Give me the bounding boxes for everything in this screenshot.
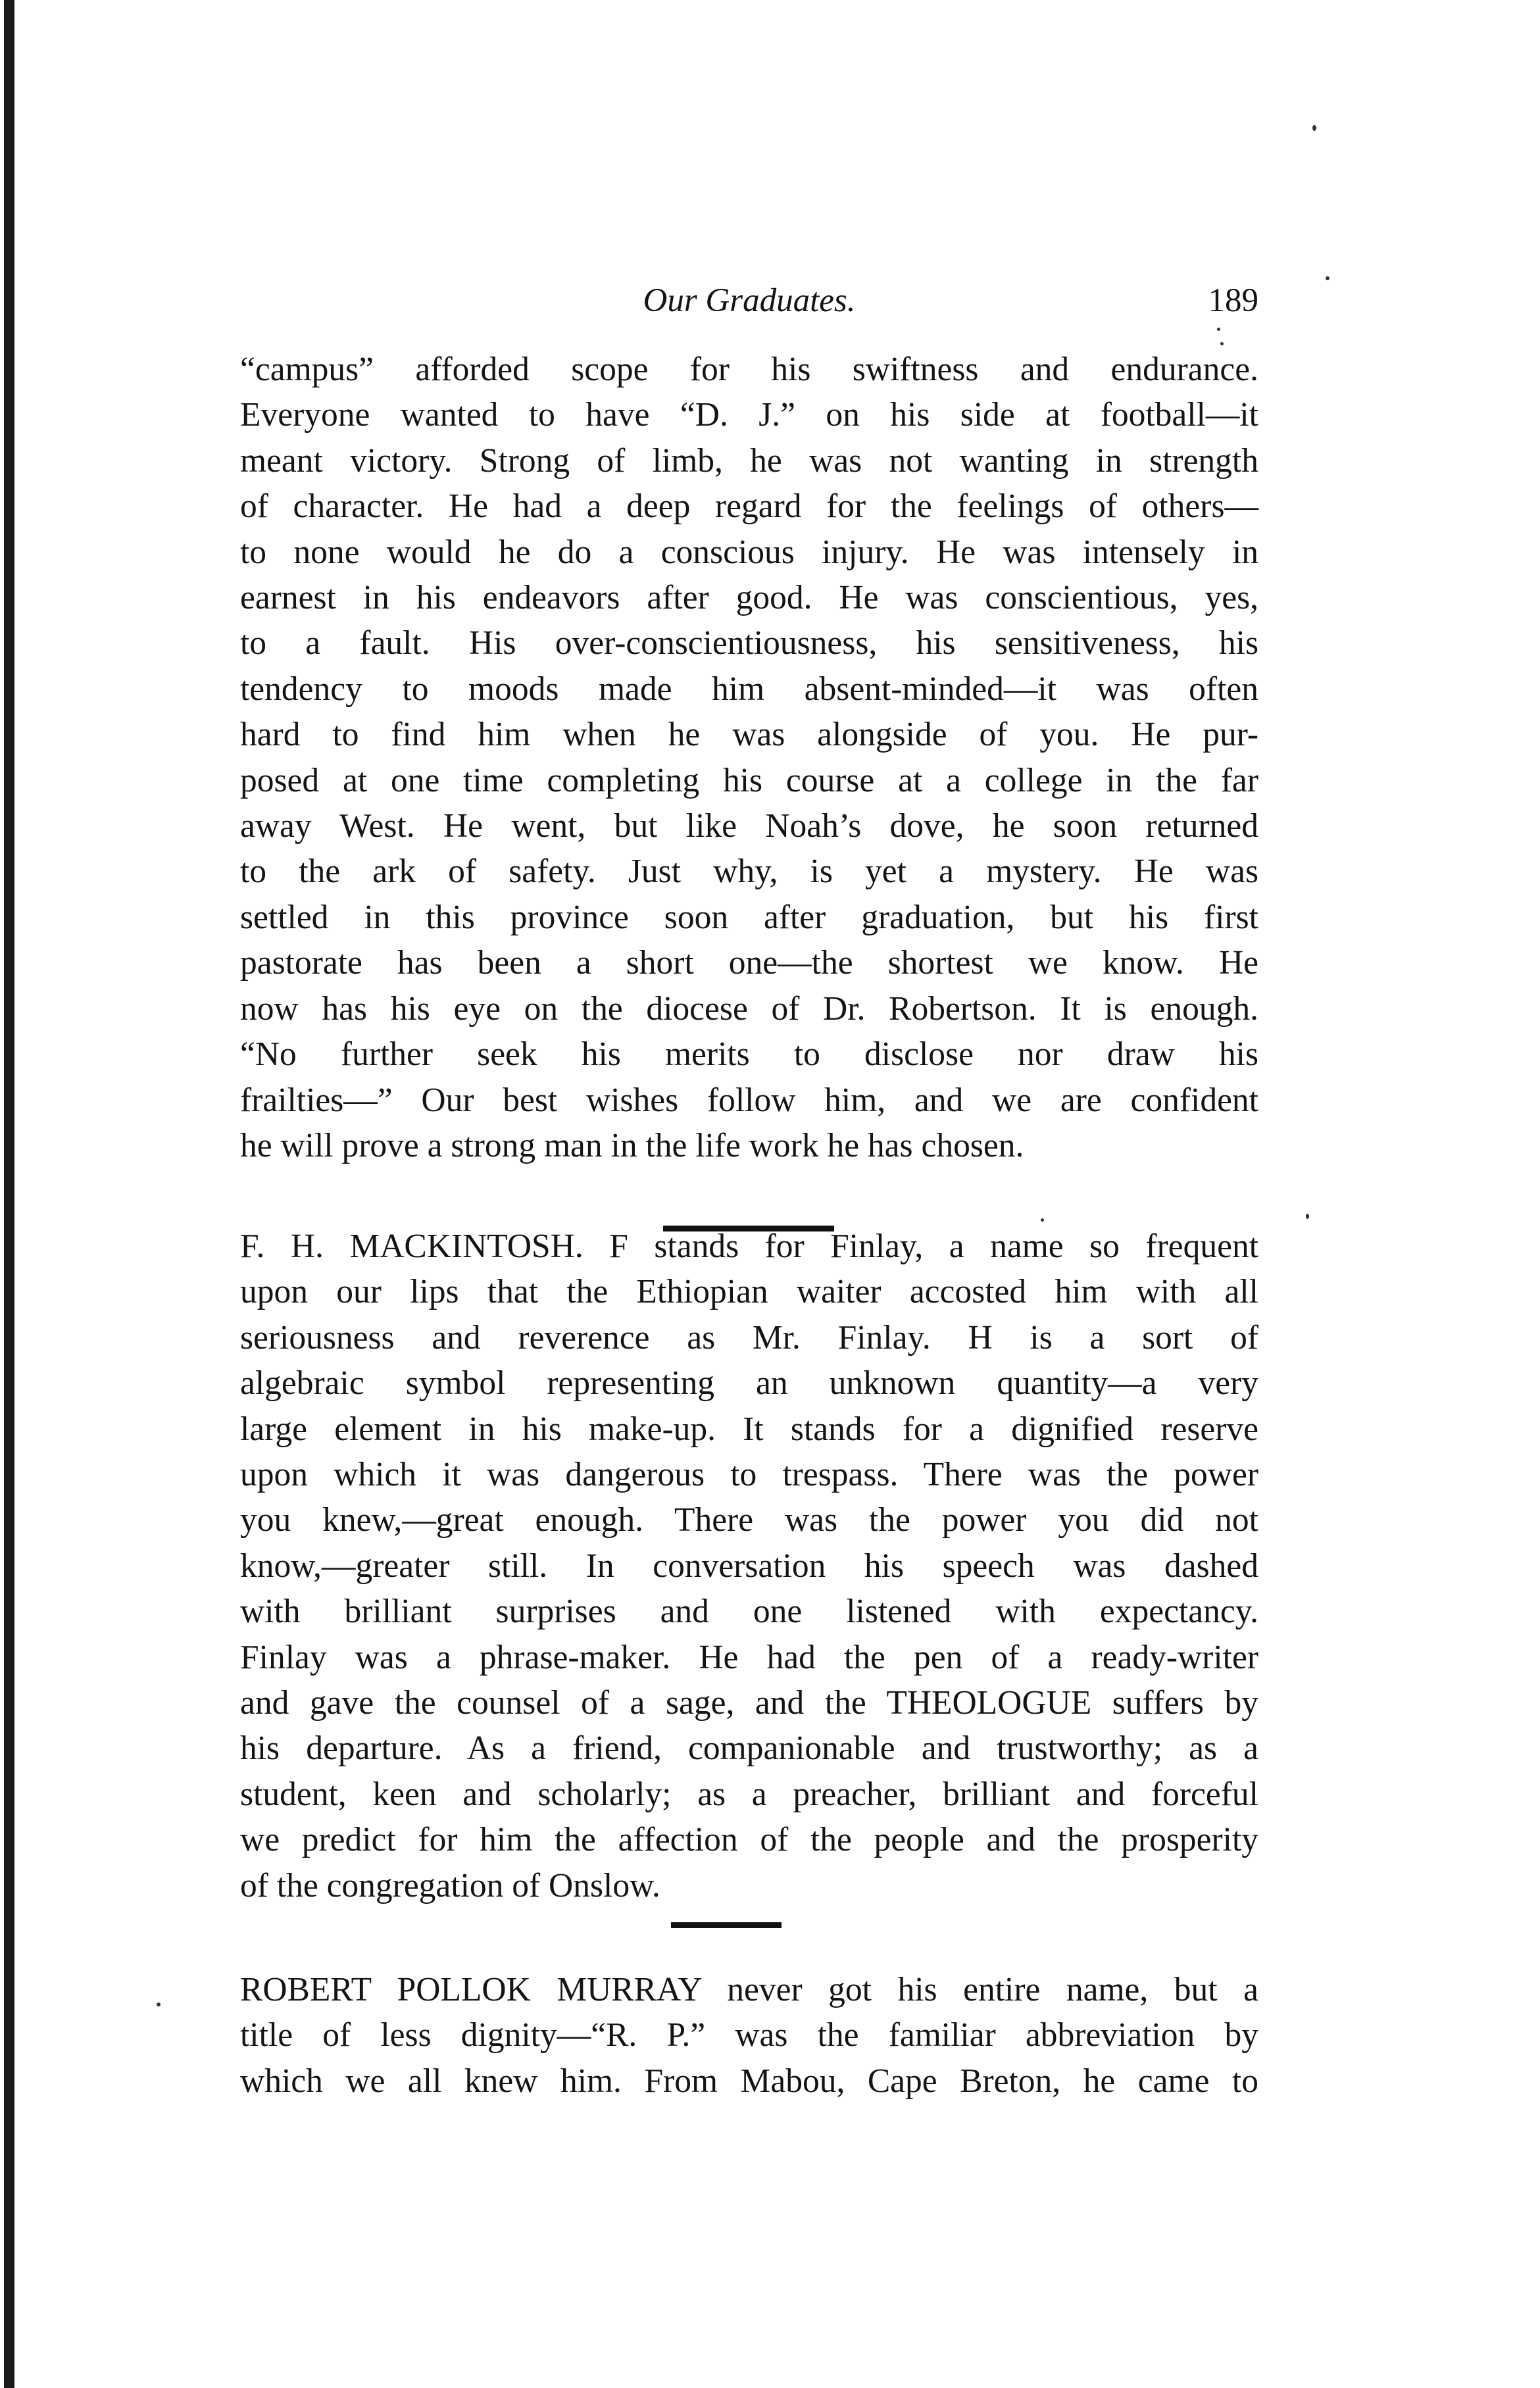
text-line: he will prove a strong man in the life work he has chosen. (240, 1126, 1024, 1164)
text-line: we predict for him the affection of the people and the prosperity (240, 1821, 1258, 1859)
paragraph-r-p-murray (240, 1967, 1258, 2104)
text-line: Everyone wanted to have “D. J.” on his side at football—it (240, 396, 1258, 434)
text-line: algebraic symbol representing an unknown quantity—a very (240, 1364, 1258, 1403)
text-line: know,—greater still. In conversation his speech was dashed (240, 1547, 1258, 1585)
text-line: ROBERT POLLOK MURRAY never got his entire name, but a (240, 1971, 1258, 2008)
text-line: settled in this province soon after graduation, but his first (240, 898, 1258, 936)
text-line: posed at one time completing his course at a college in the far (240, 761, 1258, 799)
text-line: upon which it was dangerous to trespass. There was the power (240, 1456, 1258, 1494)
paper-speck (1041, 1218, 1044, 1222)
text-line: hard to find him when he was alongside of you. He pur- (240, 716, 1258, 754)
text-line: large element in his make-up. It stands for a dignified reserve (240, 1410, 1258, 1448)
text-line: tendency to moods made him absent-minded—it was often (240, 670, 1258, 708)
section-divider (671, 1922, 782, 1928)
text-line: to none would he do a conscious injury. He was intensely in (240, 533, 1258, 571)
text-line: his departure. As a friend, companionable and trustworthy; as a (240, 1729, 1258, 1768)
paragraph-mackintosh-text (240, 1224, 1258, 1908)
text-line: to the ark of safety. Just why, is yet a mystery. He was (240, 853, 1258, 891)
paper-speck (1312, 125, 1316, 131)
text-line: pastorate has been a short one—the shortest we know. He (240, 944, 1258, 982)
page-header (240, 282, 1258, 334)
text-line: now has his eye on the diocese of Dr. Robertson. It is enough. (240, 989, 1258, 1028)
text-line: frailties—” Our best wishes follow him, and we are confident (240, 1081, 1258, 1119)
text-line: upon our lips that the Ethiopian waiter accosted him with all (240, 1273, 1258, 1311)
text-line: you knew,—great enough. There was the power you did not (240, 1501, 1258, 1539)
text-line: seriousness and reverence as Mr. Finlay. H is a sort of (240, 1318, 1258, 1356)
text-line: of character. He had a deep regard for the feelings of others— (240, 487, 1258, 526)
page-binding-edge (4, 0, 14, 2388)
text-line: F. H. MACKINTOSH. F stands for Finlay, a name so frequent (240, 1228, 1258, 1265)
text-line: student, keen and scholarly; as a preacher, brilliant and forceful (240, 1775, 1258, 1813)
text-line: earnest in his endeavors after good. He was conscientious, yes, (240, 579, 1258, 617)
page-number: 189 (1208, 282, 1258, 319)
text-line: “campus” afforded scope for his swiftness and endurance. (240, 351, 1258, 388)
running-title: Our Graduates. (643, 282, 856, 319)
paper-speck (1326, 276, 1329, 280)
text-line: “No further seek his merits to disclose nor draw his (240, 1035, 1258, 1074)
paper-speck (157, 2002, 161, 2006)
text-line: which we all knew him. From Mabou, Cape Breton, he came to (240, 2062, 1258, 2100)
text-line: and gave the counsel of a sage, and the THEOLOGUE suffers by (240, 1684, 1258, 1722)
text-line: with brilliant surprises and one listened with expectancy. (240, 1593, 1258, 1631)
paper-speck (1220, 342, 1224, 345)
text-line: meant victory. Strong of limb, he was not wanting in strength (240, 441, 1258, 480)
text-line: of the congregation of Onslow. (240, 1866, 660, 1904)
text-line: away West. He went, but like Noah’s dove, he soon returned (240, 807, 1258, 845)
paragraph-d-j (240, 347, 1258, 1168)
text-line: Finlay was a phrase-maker. He had the pen of a ready-writer (240, 1638, 1258, 1676)
text-line: title of less dignity—“R. P.” was the familiar abbreviation by (240, 2016, 1258, 2054)
paper-speck (1306, 1214, 1309, 1219)
text-line: to a fault. His over-conscientiousness, his sensitiveness, his (240, 624, 1258, 662)
